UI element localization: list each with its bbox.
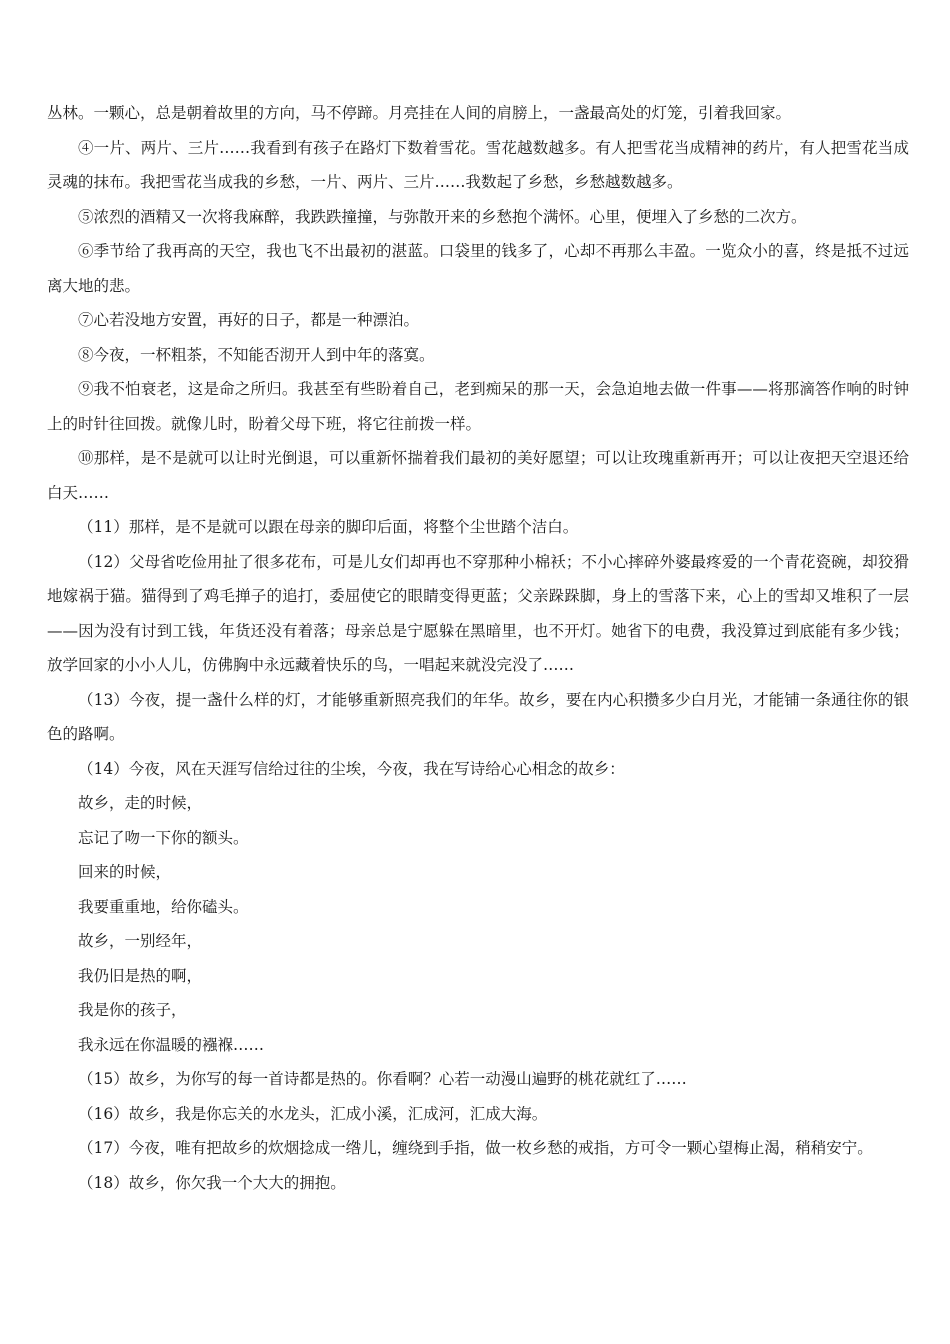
paragraph-14: （14）今夜，风在天涯写信给过往的尘埃，今夜，我在写诗给心心相念的故乡： — [78, 759, 625, 778]
paragraph-15: （15）故乡，为你写的每一首诗都是热的。你看啊？心若一动漫山遍野的桃花就红了…… — [78, 1070, 687, 1088]
paragraph-17: （17）今夜，唯有把故乡的炊烟捻成一绺儿，缠绕到手指，做一枚乡愁的戒指，方可令一颗心望梅止渴，稍稍安宁。 — [78, 1139, 873, 1157]
poem-line: 我是你的孩子， — [78, 1001, 187, 1019]
paragraph-5: ⑤浓烈的酒精又一次将我麻醉，我跌跌撞撞，与弥散开来的乡愁抱个满怀。心里，便埋入了乡愁的二次方。 — [78, 207, 807, 226]
paragraph-13: （13）今夜，提一盏什么样的灯，才能够重新照亮我们的年华。故乡，要在内心积攒多少白月光，才能铺一条通往你的银色的路啊。 — [47, 690, 909, 743]
poem-line: 我仍旧是热的啊， — [78, 966, 203, 985]
paragraph-9: ⑨我不怕衰老，这是命之所归。我甚至有些盼着自己，老到痴呆的那一天，会急迫地去做一件事——将那滴答作响的时钟上的时针往回拨。就像儿时，盼着父母下班，将它往前拨一样。 — [47, 380, 909, 433]
poem-line: 忘记了吻一下你的额头。 — [78, 828, 249, 847]
poem-line: 故乡，一别经年， — [78, 932, 203, 950]
paragraph-4: ④一片、两片、三片……我看到有孩子在路灯下数着雪花。雪花越数越多。有人把雪花当成精神的药片，有人把雪花当成灵魂的抹布。我把雪花当成我的乡愁，一片、两片、三片……我数起了乡愁，乡愁越数越多。 — [47, 138, 909, 191]
paragraph-10: ⑩那样，是不是就可以让时光倒退，可以重新怀揣着我们最初的美好愿望；可以让玫瑰重新再开；可以让夜把天空退还给白天…… — [47, 449, 909, 502]
paragraph-6: ⑥季节给了我再高的天空，我也飞不出最初的湛蓝。口袋里的钱多了，心却不再那么丰盈。一览众小的喜，终是抵不过远离大地的悲。 — [47, 242, 909, 295]
poem-line: 回来的时候， — [78, 863, 172, 881]
poem-line: 故乡，走的时候， — [78, 794, 203, 812]
paragraph-7: ⑦心若没地方安置，再好的日子，都是一种漂泊。 — [78, 311, 420, 329]
paragraph-8: ⑧今夜，一杯粗茶，不知能否沏开人到中年的落寞。 — [78, 345, 435, 364]
poem-line: 我要重重地，给你磕头。 — [78, 897, 249, 916]
paragraph-continued: 丛林。一颗心，总是朝着故里的方向，马不停蹄。月亮挂在人间的肩膀上，一盏最高处的灯笼，引着我回家。 — [47, 104, 792, 122]
paragraph-18: （18）故乡，你欠我一个大大的拥抱。 — [78, 1173, 346, 1192]
paragraph-12: （12）父母省吃俭用扯了很多花布，可是儿女们却再也不穿那种小棉袄；不小心摔碎外婆最疼爱的一个青花瓷碗，却狡猾地嫁祸于猫。猫得到了鸡毛掸子的追打，委屈使它的眼睛变得更蓝；父亲跺跺脚，身上的雪落下来，心上的雪却又堆积了一层——因为没有讨到工钱，年货还没有着落；母亲总是宁愿躲在黑暗里，也不开灯。她省下的电费，我没算过到底能有多少钱；放学回家的小小人儿，仿佛胸中永远藏着快乐的鸟，一唱起来就没完没了…… — [47, 552, 909, 674]
paragraph-11: （11）那样，是不是就可以跟在母亲的脚印后面，将整个尘世踏个洁白。 — [78, 518, 579, 536]
document-body — [47, 96, 909, 1200]
paragraph-16: （16）故乡，我是你忘关的水龙头，汇成小溪，汇成河，汇成大海。 — [78, 1104, 548, 1123]
poem-line: 我永远在你温暖的襁褓…… — [78, 1035, 265, 1054]
